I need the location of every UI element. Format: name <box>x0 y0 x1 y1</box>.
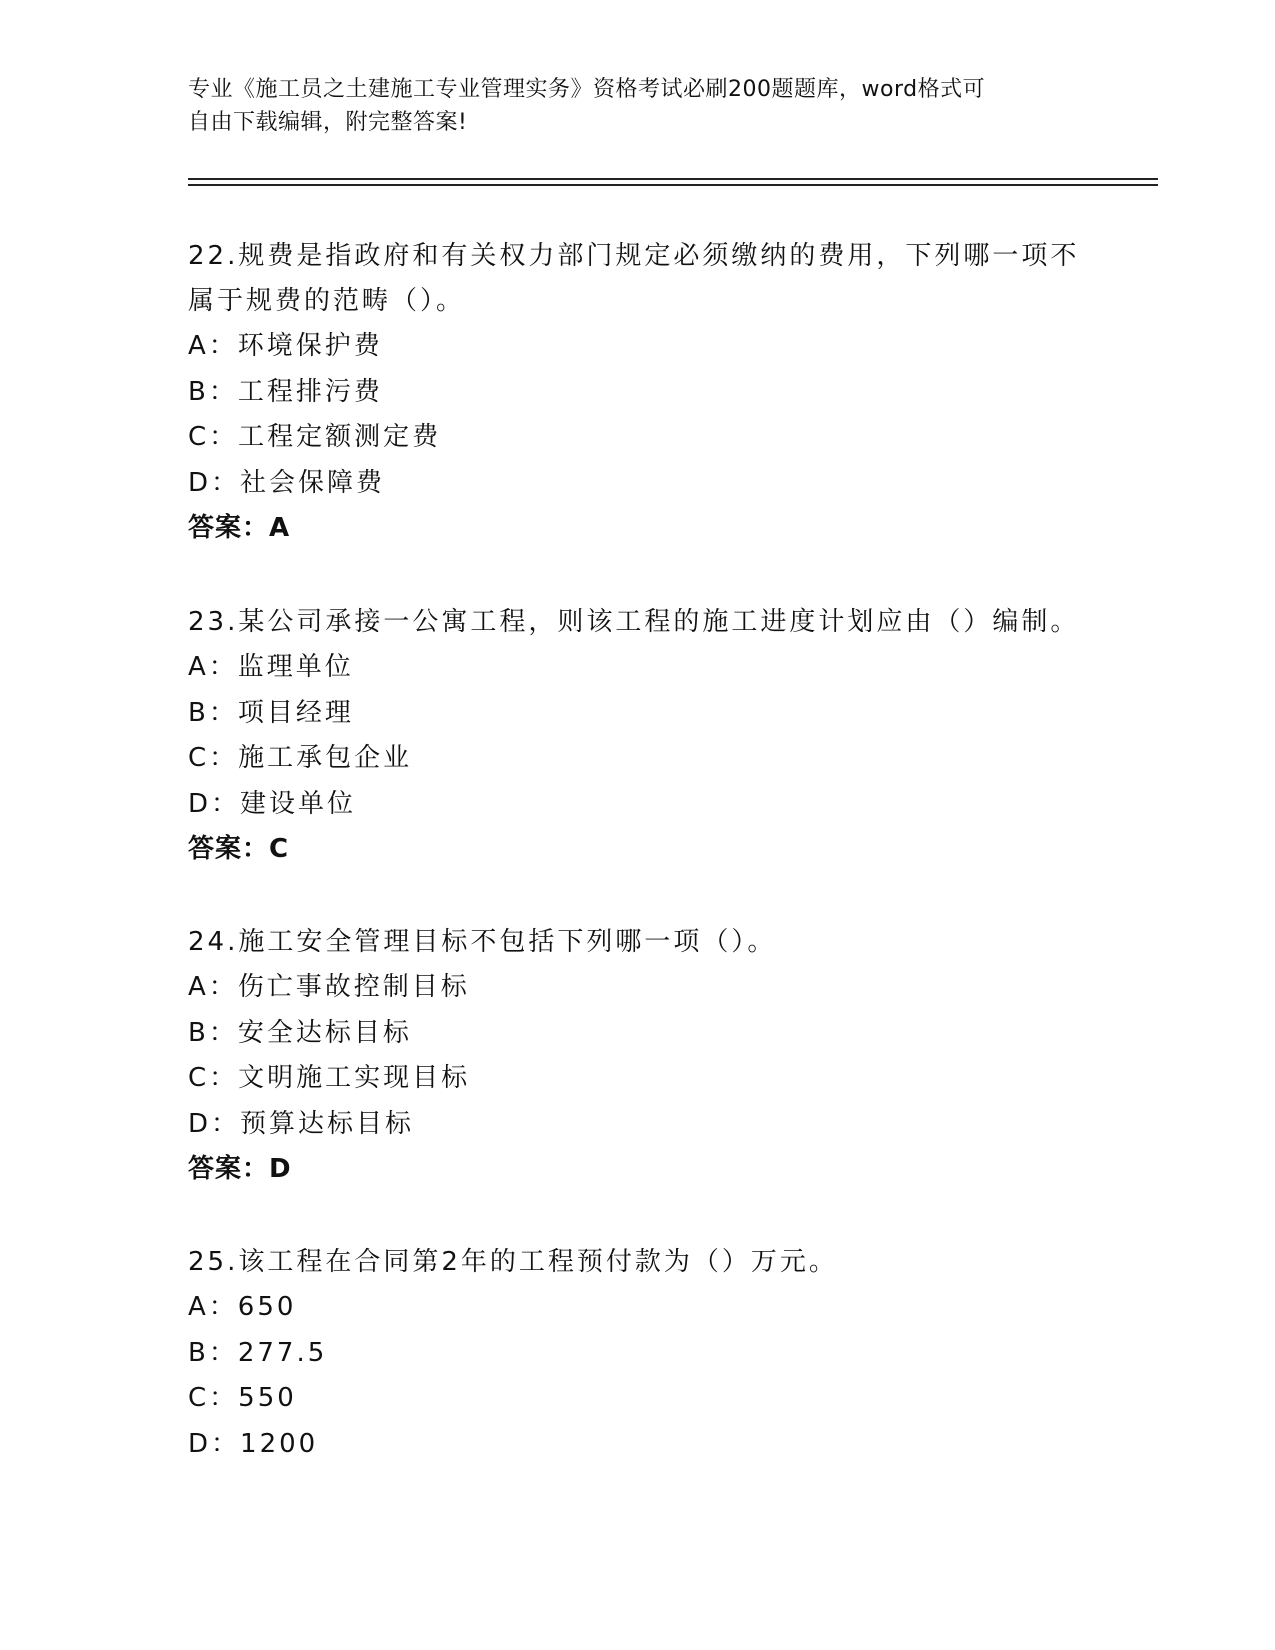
question-24-text-line-1: 24.施工安全管理目标不包括下列哪一项（）。 <box>188 927 777 957</box>
question-22-text-line-2: 属于规费的范畴（）。 <box>188 286 466 316</box>
question-23 <box>188 600 1088 872</box>
header-divider-bottom <box>188 184 1158 186</box>
header-title-line-2: 自由下载编辑，附完整答案! <box>188 110 468 135</box>
question-23-option-a: A：监理单位 <box>188 652 354 682</box>
question-22-option-b: B：工程排污费 <box>188 376 383 407</box>
question-25 <box>188 1240 1088 1467</box>
question-22-text-line-1: 22.规费是指政府和有关权力部门规定必须缴纳的费用，下列哪一项不 <box>188 241 1080 271</box>
question-25-option-d: D：1200 <box>188 1428 319 1459</box>
question-23-option-d: D：建设单位 <box>188 788 357 819</box>
question-23-option-b: B：项目经理 <box>188 697 354 728</box>
document-header <box>188 73 1068 139</box>
question-23-answer: 答案：C <box>188 834 290 864</box>
header-divider-top <box>188 178 1158 180</box>
question-25-option-c: C：550 <box>188 1383 297 1413</box>
question-22-option-c: C：工程定额测定费 <box>188 422 442 452</box>
question-24-option-a: A：伤亡事故控制目标 <box>188 972 470 1002</box>
question-24-option-d: D：预算达标目标 <box>188 1108 415 1139</box>
question-24 <box>188 920 1088 1192</box>
question-22-option-a: A：环境保护费 <box>188 331 383 361</box>
question-22-option-d: D：社会保障费 <box>188 467 386 498</box>
question-22 <box>188 234 1088 551</box>
question-25-text-line-1: 25.该工程在合同第2年的工程预付款为（）万元。 <box>188 1247 838 1277</box>
question-23-option-c: C：施工承包企业 <box>188 743 413 773</box>
question-25-option-b: B：277.5 <box>188 1337 328 1368</box>
question-24-option-b: B：安全达标目标 <box>188 1017 412 1048</box>
question-25-option-a: A：650 <box>188 1292 297 1322</box>
header-title-line-1: 专业《施工员之土建施工专业管理实务》资格考试必刷200题题库，word格式可 <box>188 77 986 102</box>
question-23-text-line-1: 23.某公司承接一公寓工程，则该工程的施工进度计划应由（）编制。 <box>188 607 1080 637</box>
question-22-answer: 答案：A <box>188 513 291 543</box>
question-24-option-c: C：文明施工实现目标 <box>188 1063 471 1093</box>
question-24-answer: 答案：D <box>188 1154 292 1184</box>
